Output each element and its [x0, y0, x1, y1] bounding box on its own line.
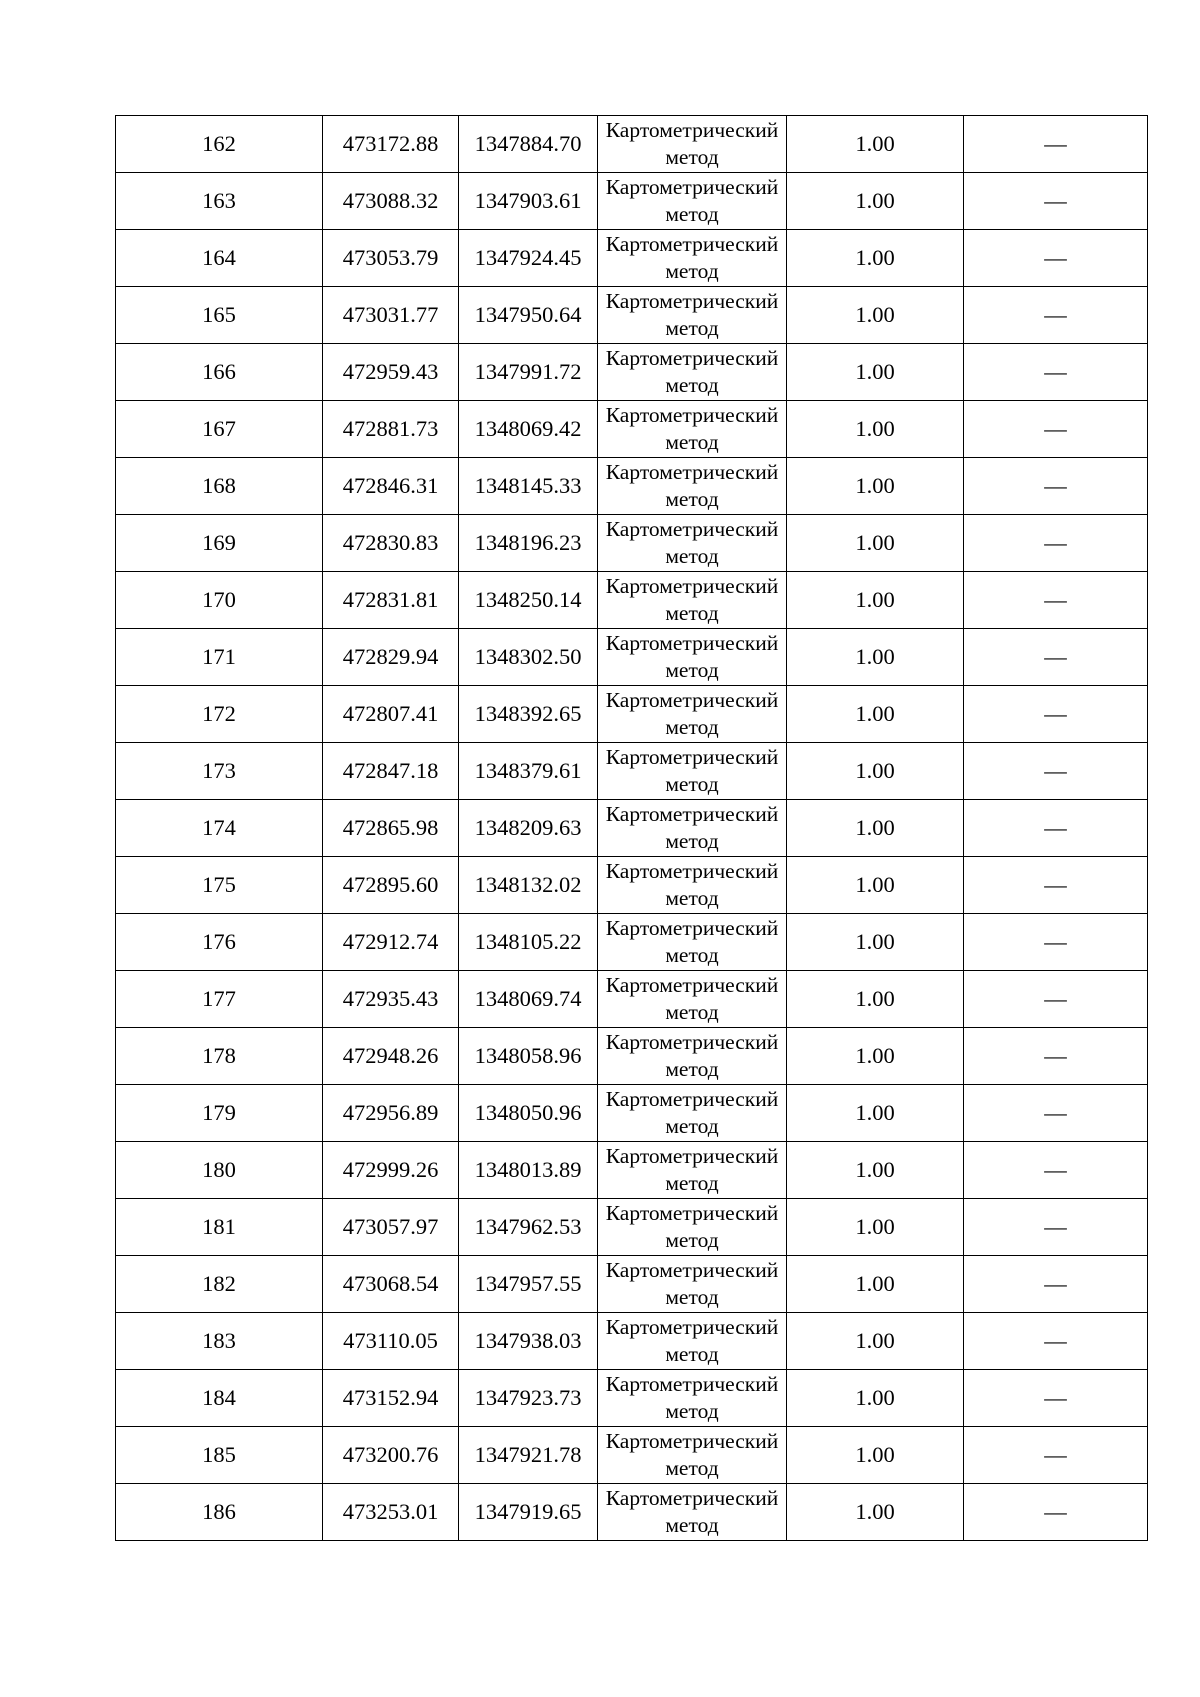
note-cell: — — [964, 743, 1148, 800]
note-cell: — — [964, 857, 1148, 914]
point-number-cell: 178 — [116, 1028, 323, 1085]
point-number-cell: 166 — [116, 344, 323, 401]
accuracy-cell: 1.00 — [787, 230, 964, 287]
point-number-cell: 173 — [116, 743, 323, 800]
accuracy-cell: 1.00 — [787, 173, 964, 230]
method-cell: Картометрический метод — [598, 1028, 787, 1085]
x-coordinate-cell: 472881.73 — [323, 401, 459, 458]
y-coordinate-cell: 1348105.22 — [459, 914, 598, 971]
table-row — [116, 572, 1148, 629]
table-row — [116, 1427, 1148, 1484]
method-cell: Картометрический метод — [598, 686, 787, 743]
y-coordinate-cell: 1347991.72 — [459, 344, 598, 401]
y-coordinate-cell: 1348209.63 — [459, 800, 598, 857]
method-cell: Картометрический метод — [598, 344, 787, 401]
table-row — [116, 230, 1148, 287]
method-cell: Картометрический метод — [598, 1484, 787, 1541]
table-row — [116, 800, 1148, 857]
y-coordinate-cell: 1347921.78 — [459, 1427, 598, 1484]
note-cell: — — [964, 230, 1148, 287]
accuracy-cell: 1.00 — [787, 629, 964, 686]
accuracy-cell: 1.00 — [787, 1370, 964, 1427]
y-coordinate-cell: 1347919.65 — [459, 1484, 598, 1541]
y-coordinate-cell: 1347938.03 — [459, 1313, 598, 1370]
point-number-cell: 172 — [116, 686, 323, 743]
accuracy-cell: 1.00 — [787, 1142, 964, 1199]
point-number-cell: 168 — [116, 458, 323, 515]
x-coordinate-cell: 473053.79 — [323, 230, 459, 287]
table-row — [116, 971, 1148, 1028]
x-coordinate-cell: 473110.05 — [323, 1313, 459, 1370]
table-row — [116, 515, 1148, 572]
y-coordinate-cell: 1348145.33 — [459, 458, 598, 515]
method-cell: Картометрический метод — [598, 1370, 787, 1427]
method-cell: Картометрический метод — [598, 1256, 787, 1313]
x-coordinate-cell: 472956.89 — [323, 1085, 459, 1142]
point-number-cell: 163 — [116, 173, 323, 230]
method-cell: Картометрический метод — [598, 230, 787, 287]
table-row — [116, 857, 1148, 914]
accuracy-cell: 1.00 — [787, 971, 964, 1028]
accuracy-cell: 1.00 — [787, 1256, 964, 1313]
coordinates-table-body — [116, 116, 1148, 1541]
x-coordinate-cell: 472807.41 — [323, 686, 459, 743]
point-number-cell: 162 — [116, 116, 323, 173]
point-number-cell: 176 — [116, 914, 323, 971]
y-coordinate-cell: 1348250.14 — [459, 572, 598, 629]
accuracy-cell: 1.00 — [787, 1484, 964, 1541]
accuracy-cell: 1.00 — [787, 686, 964, 743]
table-row — [116, 743, 1148, 800]
y-coordinate-cell: 1347924.45 — [459, 230, 598, 287]
method-cell: Картометрический метод — [598, 1199, 787, 1256]
table-row — [116, 1484, 1148, 1541]
note-cell: — — [964, 116, 1148, 173]
method-cell: Картометрический метод — [598, 572, 787, 629]
y-coordinate-cell: 1348379.61 — [459, 743, 598, 800]
table-row — [116, 686, 1148, 743]
point-number-cell: 169 — [116, 515, 323, 572]
note-cell: — — [964, 173, 1148, 230]
method-cell: Картометрический метод — [598, 1427, 787, 1484]
table-row — [116, 1256, 1148, 1313]
x-coordinate-cell: 473088.32 — [323, 173, 459, 230]
point-number-cell: 177 — [116, 971, 323, 1028]
accuracy-cell: 1.00 — [787, 287, 964, 344]
note-cell: — — [964, 914, 1148, 971]
x-coordinate-cell: 472831.81 — [323, 572, 459, 629]
y-coordinate-cell: 1347957.55 — [459, 1256, 598, 1313]
method-cell: Картометрический метод — [598, 458, 787, 515]
accuracy-cell: 1.00 — [787, 515, 964, 572]
table-row — [116, 1085, 1148, 1142]
x-coordinate-cell: 473172.88 — [323, 116, 459, 173]
x-coordinate-cell: 472895.60 — [323, 857, 459, 914]
point-number-cell: 171 — [116, 629, 323, 686]
x-coordinate-cell: 473152.94 — [323, 1370, 459, 1427]
method-cell: Картометрический метод — [598, 800, 787, 857]
point-number-cell: 175 — [116, 857, 323, 914]
note-cell: — — [964, 800, 1148, 857]
x-coordinate-cell: 472959.43 — [323, 344, 459, 401]
table-row — [116, 344, 1148, 401]
accuracy-cell: 1.00 — [787, 572, 964, 629]
table-row — [116, 1370, 1148, 1427]
method-cell: Картометрический метод — [598, 1142, 787, 1199]
method-cell: Картометрический метод — [598, 173, 787, 230]
point-number-cell: 180 — [116, 1142, 323, 1199]
accuracy-cell: 1.00 — [787, 116, 964, 173]
note-cell: — — [964, 1484, 1148, 1541]
accuracy-cell: 1.00 — [787, 1028, 964, 1085]
table-row — [116, 629, 1148, 686]
note-cell: — — [964, 458, 1148, 515]
accuracy-cell: 1.00 — [787, 401, 964, 458]
table-row — [116, 173, 1148, 230]
x-coordinate-cell: 472829.94 — [323, 629, 459, 686]
method-cell: Картометрический метод — [598, 1085, 787, 1142]
x-coordinate-cell: 472935.43 — [323, 971, 459, 1028]
method-cell: Картометрический метод — [598, 401, 787, 458]
accuracy-cell: 1.00 — [787, 344, 964, 401]
y-coordinate-cell: 1348013.89 — [459, 1142, 598, 1199]
x-coordinate-cell: 473253.01 — [323, 1484, 459, 1541]
note-cell: — — [964, 401, 1148, 458]
note-cell: — — [964, 686, 1148, 743]
note-cell: — — [964, 1142, 1148, 1199]
point-number-cell: 183 — [116, 1313, 323, 1370]
accuracy-cell: 1.00 — [787, 857, 964, 914]
method-cell: Картометрический метод — [598, 629, 787, 686]
y-coordinate-cell: 1347903.61 — [459, 173, 598, 230]
point-number-cell: 164 — [116, 230, 323, 287]
note-cell: — — [964, 629, 1148, 686]
point-number-cell: 165 — [116, 287, 323, 344]
accuracy-cell: 1.00 — [787, 1427, 964, 1484]
x-coordinate-cell: 472847.18 — [323, 743, 459, 800]
point-number-cell: 184 — [116, 1370, 323, 1427]
table-row — [116, 1028, 1148, 1085]
point-number-cell: 185 — [116, 1427, 323, 1484]
point-number-cell: 181 — [116, 1199, 323, 1256]
table-row — [116, 1313, 1148, 1370]
y-coordinate-cell: 1348196.23 — [459, 515, 598, 572]
x-coordinate-cell: 473031.77 — [323, 287, 459, 344]
note-cell: — — [964, 287, 1148, 344]
table-row — [116, 914, 1148, 971]
method-cell: Картометрический метод — [598, 743, 787, 800]
y-coordinate-cell: 1347962.53 — [459, 1199, 598, 1256]
accuracy-cell: 1.00 — [787, 458, 964, 515]
method-cell: Картометрический метод — [598, 287, 787, 344]
point-number-cell: 174 — [116, 800, 323, 857]
y-coordinate-cell: 1348058.96 — [459, 1028, 598, 1085]
point-number-cell: 170 — [116, 572, 323, 629]
table-row — [116, 458, 1148, 515]
point-number-cell: 167 — [116, 401, 323, 458]
x-coordinate-cell: 472948.26 — [323, 1028, 459, 1085]
y-coordinate-cell: 1348069.42 — [459, 401, 598, 458]
point-number-cell: 182 — [116, 1256, 323, 1313]
x-coordinate-cell: 472999.26 — [323, 1142, 459, 1199]
accuracy-cell: 1.00 — [787, 800, 964, 857]
accuracy-cell: 1.00 — [787, 1199, 964, 1256]
x-coordinate-cell: 473068.54 — [323, 1256, 459, 1313]
note-cell: — — [964, 1085, 1148, 1142]
y-coordinate-cell: 1348302.50 — [459, 629, 598, 686]
y-coordinate-cell: 1347950.64 — [459, 287, 598, 344]
x-coordinate-cell: 473200.76 — [323, 1427, 459, 1484]
table-row — [116, 1142, 1148, 1199]
table-row — [116, 287, 1148, 344]
y-coordinate-cell: 1348132.02 — [459, 857, 598, 914]
note-cell: — — [964, 971, 1148, 1028]
accuracy-cell: 1.00 — [787, 743, 964, 800]
note-cell: — — [964, 1256, 1148, 1313]
method-cell: Картометрический метод — [598, 116, 787, 173]
note-cell: — — [964, 1028, 1148, 1085]
x-coordinate-cell: 472830.83 — [323, 515, 459, 572]
table-row — [116, 1199, 1148, 1256]
accuracy-cell: 1.00 — [787, 914, 964, 971]
method-cell: Картометрический метод — [598, 914, 787, 971]
note-cell: — — [964, 572, 1148, 629]
x-coordinate-cell: 472865.98 — [323, 800, 459, 857]
accuracy-cell: 1.00 — [787, 1313, 964, 1370]
point-number-cell: 186 — [116, 1484, 323, 1541]
accuracy-cell: 1.00 — [787, 1085, 964, 1142]
method-cell: Картометрический метод — [598, 515, 787, 572]
note-cell: — — [964, 1199, 1148, 1256]
note-cell: — — [964, 1370, 1148, 1427]
coordinates-table — [115, 115, 1148, 1541]
note-cell: — — [964, 344, 1148, 401]
table-row — [116, 116, 1148, 173]
y-coordinate-cell: 1347884.70 — [459, 116, 598, 173]
x-coordinate-cell: 473057.97 — [323, 1199, 459, 1256]
x-coordinate-cell: 472846.31 — [323, 458, 459, 515]
table-row — [116, 401, 1148, 458]
x-coordinate-cell: 472912.74 — [323, 914, 459, 971]
note-cell: — — [964, 515, 1148, 572]
point-number-cell: 179 — [116, 1085, 323, 1142]
y-coordinate-cell: 1348050.96 — [459, 1085, 598, 1142]
y-coordinate-cell: 1348069.74 — [459, 971, 598, 1028]
y-coordinate-cell: 1348392.65 — [459, 686, 598, 743]
note-cell: — — [964, 1313, 1148, 1370]
method-cell: Картометрический метод — [598, 971, 787, 1028]
note-cell: — — [964, 1427, 1148, 1484]
method-cell: Картометрический метод — [598, 1313, 787, 1370]
method-cell: Картометрический метод — [598, 857, 787, 914]
y-coordinate-cell: 1347923.73 — [459, 1370, 598, 1427]
